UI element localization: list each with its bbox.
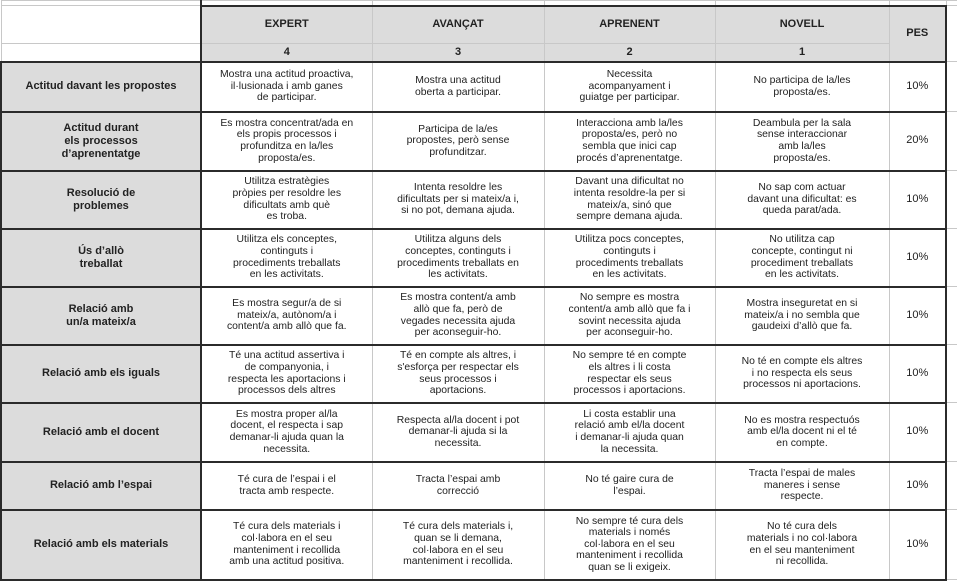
descriptor-cell: Té cura de l’espai i el tracta amb respecte. — [201, 462, 372, 510]
weight-header: PES — [889, 6, 946, 62]
descriptor-cell: Es mostra content/a amb allò que fa, però de vegades necessita ajuda per aconseguir-ho. — [372, 287, 544, 345]
blank-cell — [946, 510, 957, 580]
criterion-cell: Actitud davant les propostes — [1, 62, 201, 112]
blank-cell — [946, 287, 957, 345]
descriptor-cell: Mostra una actitud oberta a participar. — [372, 62, 544, 112]
criterion-cell: Ús d’allò treballat — [1, 229, 201, 287]
weight-cell: 10% — [889, 462, 946, 510]
descriptor-cell: Té una actitud assertiva i de companyonia, i respecta les aportacions i processos dels altres — [201, 345, 372, 403]
criterion-cell: Relació amb els materials — [1, 510, 201, 580]
descriptor-cell: Té cura dels materials i col·labora en el seu manteniment i recollida amb una actitud positiva. — [201, 510, 372, 580]
descriptor-cell: Tracta l’espai amb correcció — [372, 462, 544, 510]
table-row — [1, 462, 957, 510]
blank-cell — [946, 171, 957, 229]
descriptor-cell: No té cura dels materials i no col·labora en el seu manteniment ni recollida. — [715, 510, 889, 580]
score-row — [1, 44, 957, 62]
descriptor-cell: Respecta al/la docent i pot demanar-li ajuda si la necessita. — [372, 403, 544, 462]
corner-cell — [1, 44, 201, 62]
blank-cell — [946, 462, 957, 510]
level-header-avancat: AVANÇAT — [372, 6, 544, 44]
criterion-cell: Relació amb els iguals — [1, 345, 201, 403]
descriptor-cell: Tracta l’espai de males maneres i sense respecte. — [715, 462, 889, 510]
level-header-aprenent: APRENENT — [544, 6, 715, 44]
weight-cell: 10% — [889, 345, 946, 403]
descriptor-cell: Necessita acompanyament i guiatge per participar. — [544, 62, 715, 112]
blank-cell — [946, 62, 957, 112]
descriptor-cell: Utilitza pocs conceptes, continguts i procediments treballats en les activitats. — [544, 229, 715, 287]
score-avancat: 3 — [372, 44, 544, 62]
descriptor-cell: Té cura dels materials i, quan se li demana, col·labora en el seu manteniment i recollida. — [372, 510, 544, 580]
score-expert: 4 — [201, 44, 372, 62]
descriptor-cell: No sap com actuar davant una dificultat: es queda parat/ada. — [715, 171, 889, 229]
score-aprenent: 2 — [544, 44, 715, 62]
descriptor-cell: No es mostra respectuós amb el/la docent ni el té en compte. — [715, 403, 889, 462]
descriptor-cell: No sempre té cura dels materials i només col·labora en el seu manteniment i recollida quan se li exigeix. — [544, 510, 715, 580]
descriptor-cell: Intenta resoldre les dificultats per si mateix/a i, si no pot, demana ajuda. — [372, 171, 544, 229]
table-row — [1, 171, 957, 229]
criterion-cell: Resolució de problemes — [1, 171, 201, 229]
descriptor-cell: No participa de la/les proposta/es. — [715, 62, 889, 112]
weight-cell: 10% — [889, 229, 946, 287]
header-row — [1, 6, 957, 44]
blank-cell — [946, 403, 957, 462]
blank-cell — [946, 229, 957, 287]
blank-cell — [946, 6, 957, 62]
descriptor-cell: Li costa establir una relació amb el/la docent i demanar-li ajuda quan la necessita. — [544, 403, 715, 462]
blank-cell — [946, 112, 957, 171]
blank-cell — [946, 345, 957, 403]
criterion-cell: Relació amb l’espai — [1, 462, 201, 510]
weight-cell: 10% — [889, 62, 946, 112]
descriptor-cell: Participa de la/es propostes, però sense profunditzar. — [372, 112, 544, 171]
descriptor-cell: Utilitza estratègies pròpies per resoldre les dificultats amb què es troba. — [201, 171, 372, 229]
table-row — [1, 229, 957, 287]
table-row — [1, 403, 957, 462]
weight-cell: 10% — [889, 287, 946, 345]
descriptor-cell: Interacciona amb la/les proposta/es, però no sembla que inici cap procés d’aprenentatge. — [544, 112, 715, 171]
descriptor-cell: Es mostra concentrat/ada en els propis processos i profunditza en la/les proposta/es. — [201, 112, 372, 171]
table-row — [1, 112, 957, 171]
descriptor-cell: No té en compte els altres i no respecta els seus processos ni aportacions. — [715, 345, 889, 403]
score-novell: 1 — [715, 44, 889, 62]
descriptor-cell: Utilitza els conceptes, continguts i procediments treballats en les activitats. — [201, 229, 372, 287]
descriptor-cell: No sempre es mostra content/a amb allò que fa i sovint necessita ajuda per aconseguir-ho. — [544, 287, 715, 345]
table-row — [1, 345, 957, 403]
descriptor-cell: Deambula per la sala sense interaccionar amb la/les proposta/es. — [715, 112, 889, 171]
level-header-novell: NOVELL — [715, 6, 889, 44]
weight-cell: 10% — [889, 510, 946, 580]
descriptor-cell: Mostra una actitud proactiva, il·lusionada i amb ganes de participar. — [201, 62, 372, 112]
descriptor-cell: Mostra inseguretat en si mateix/a i no sembla que gaudeixi d’allò que fa. — [715, 287, 889, 345]
criterion-cell: Relació amb el docent — [1, 403, 201, 462]
criterion-cell: Relació amb un/a mateix/a — [1, 287, 201, 345]
weight-cell: 10% — [889, 403, 946, 462]
descriptor-cell: Davant una dificultat no intenta resoldre-la per si mateix/a, sinó que sempre demana ajuda. — [544, 171, 715, 229]
table-row — [1, 62, 957, 112]
criterion-cell: Actitud durant els processos d’aprenentatge — [1, 112, 201, 171]
weight-cell: 20% — [889, 112, 946, 171]
table-row — [1, 287, 957, 345]
descriptor-cell: No té gaire cura de l’espai. — [544, 462, 715, 510]
descriptor-cell: Utilitza alguns dels conceptes, continguts i procediments treballats en les activitats. — [372, 229, 544, 287]
descriptor-cell: Té en compte als altres, i s'esforça per respectar els seus processos i aportacions. — [372, 345, 544, 403]
descriptor-cell: Es mostra proper al/la docent, el respecta i sap demanar-li ajuda quan la necessita. — [201, 403, 372, 462]
weight-cell: 10% — [889, 171, 946, 229]
descriptor-cell: Es mostra segur/a de si mateix/a, autònom/a i content/a amb allò que fa. — [201, 287, 372, 345]
level-header-expert: EXPERT — [201, 6, 372, 44]
table-row — [1, 510, 957, 580]
descriptor-cell: No utilitza cap concepte, contingut ni procediment treballats en les activitats. — [715, 229, 889, 287]
corner-cell — [1, 6, 201, 44]
descriptor-cell: No sempre té en compte els altres i li costa respectar els seus processos i aportacions. — [544, 345, 715, 403]
